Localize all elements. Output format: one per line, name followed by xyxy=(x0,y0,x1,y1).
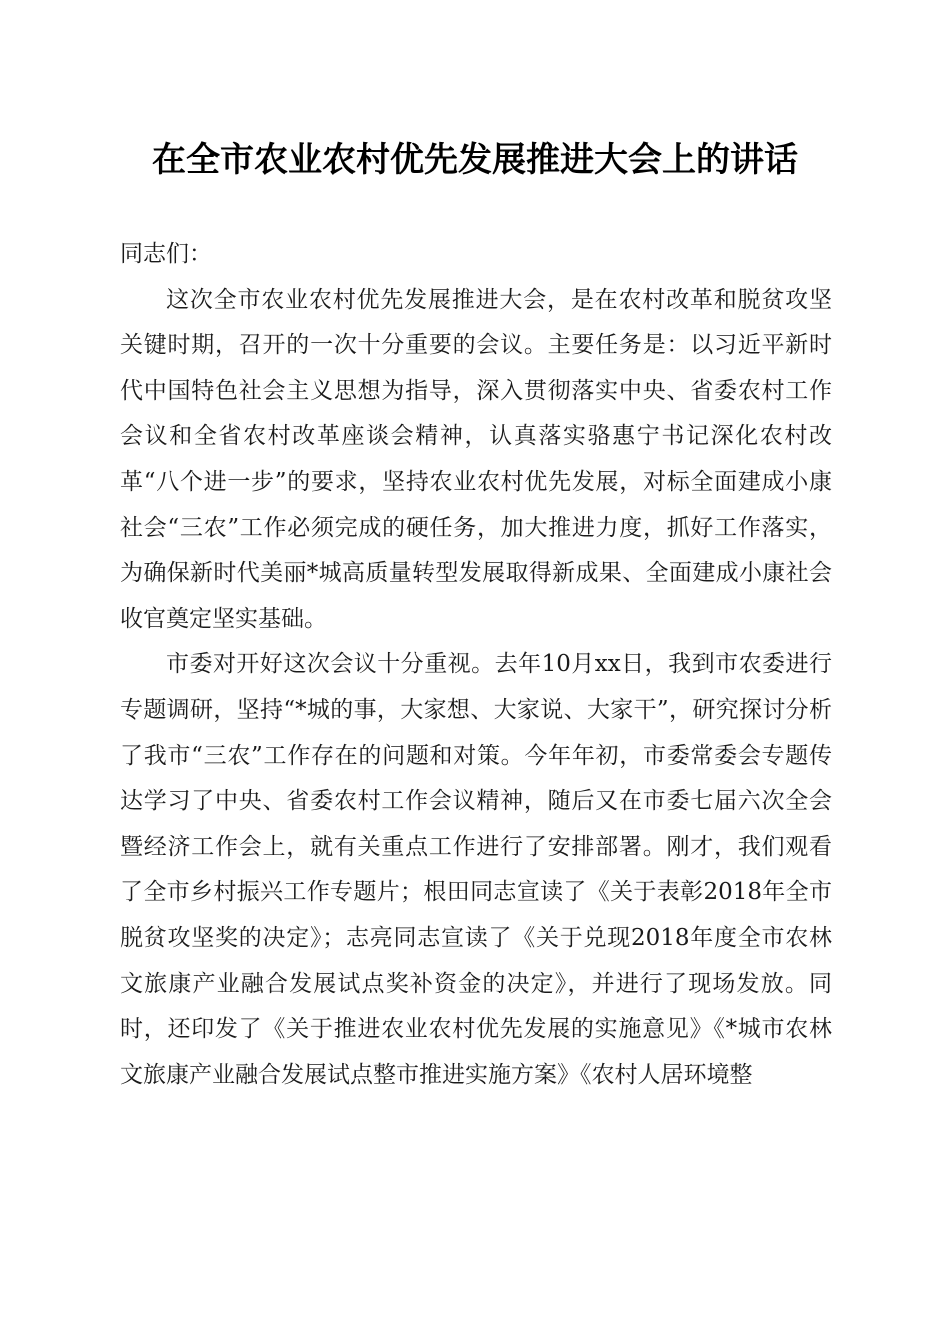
document-title: 在全市农业农村优先发展推进大会上的讲话 xyxy=(152,140,798,180)
paragraph-2: 市委对开好这次会议十分重视。去年10月xx日，我到市农委进行专题调研，坚持“*城的事，大家想、大家说、大家干”，研究探讨分析了我市“三农”工作存在的问题和对策。今年年初，市委常委会专题传达学习了中央、省委农村工作会议精神，随后又在市委七届六次全会暨经济工作会上，就有关重点工作进行了安排部署。刚才，我们观看了全市乡村振兴工作专题片；根田同志宣读了《关于表彰2018年全市脱贫攻坚奖的决定》；志亮同志宣读了《关于兑现2018年度全市农林文旅康产业融合发展试点奖补资金的决定》，并进行了现场发放。同时，还印发了《关于推进农业农村优先发展的实施意见》《*城市农林文旅康产业融合发展试点整市推进实施方案》《农村人居环境整 xyxy=(120,651,832,1088)
salutation: 同志们： xyxy=(120,241,212,267)
paragraph-1: 这次全市农业农村优先发展推进大会，是在农村改革和脱贫攻坚关键时期，召开的一次十分重要的会议。主要任务是：以习近平新时代中国特色社会主义思想为指导，深入贯彻落实中央、省委农村工作会议和全省农村改革座谈会精神，认真落实骆惠宁书记深化农村改革“八个进一步”的要求，坚持农业农村优先发展，对标全面建成小康社会“三农”工作必须完成的硬任务，加大推进力度，抓好工作落实，为确保新时代美丽*城高质量转型发展取得新成果、全面建成小康社会收官奠定坚实基础。 xyxy=(120,286,832,632)
document-body xyxy=(120,232,832,1098)
